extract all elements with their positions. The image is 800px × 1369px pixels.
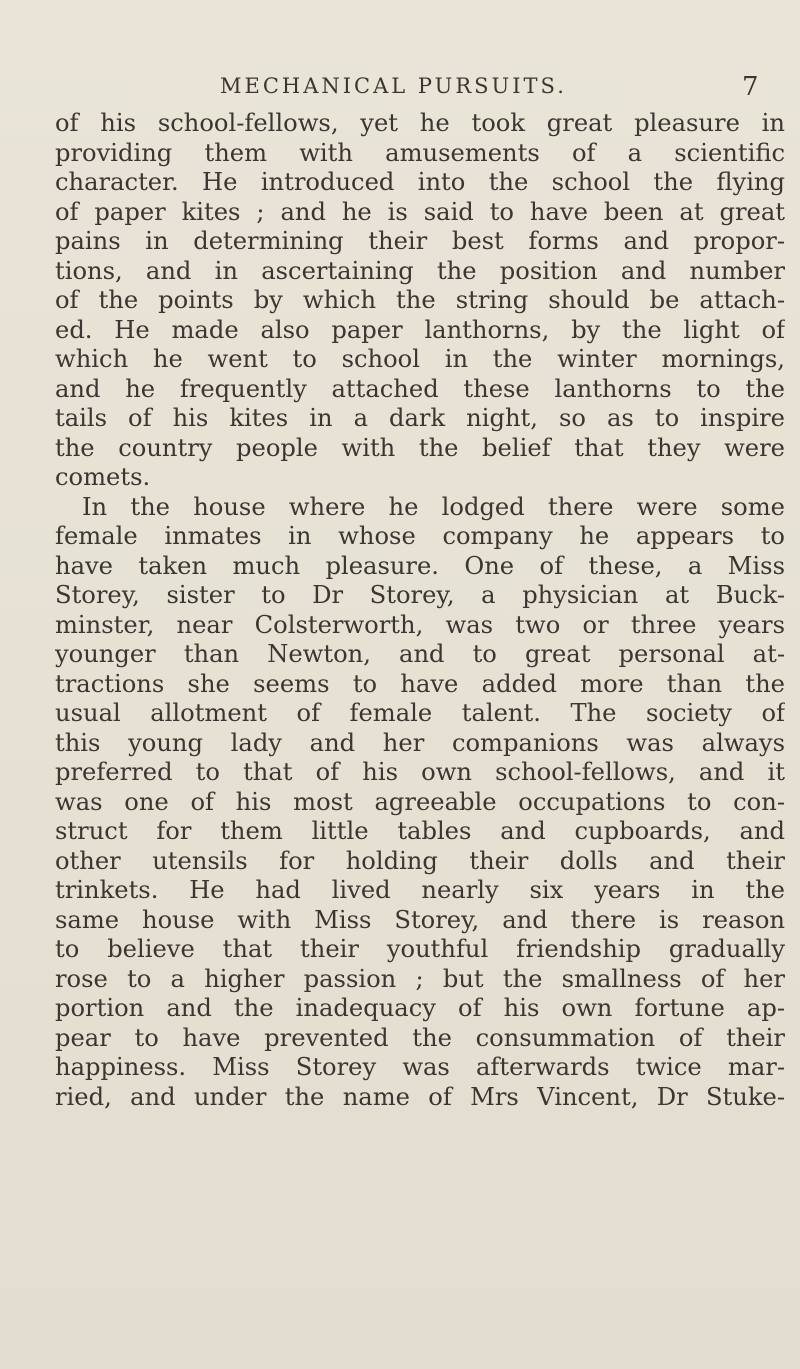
- text-line: of the points by which the string should be attach-: [55, 286, 785, 314]
- text-line: the country people with the belief that they were: [55, 433, 785, 462]
- text-line: of paper kites ; and he is said to have been at great: [55, 197, 785, 226]
- paragraph-start-line: In the house where he lodged there were some: [82, 492, 785, 521]
- text-line: was one of his most agreeable occupations to con-: [55, 787, 785, 816]
- text-line: preferred to that of his own school-fellows, and it: [55, 758, 785, 786]
- running-title: MECHANICAL PURSUITS.: [220, 74, 567, 98]
- text-line: Storey, sister to Dr Storey, a physician at Buck-: [55, 581, 785, 609]
- text-line: tions, and in ascertaining the position and number: [55, 256, 785, 285]
- text-line: minster, near Colsterworth, was two or three years: [55, 610, 785, 639]
- running-head: [0, 74, 800, 114]
- text-line: ed. He made also paper lanthorns, by the light of: [55, 315, 785, 344]
- text-line: other utensils for holding their dolls and their: [55, 846, 785, 875]
- text-line: providing them with amusements of a scientific: [55, 138, 785, 167]
- text-line: happiness. Miss Storey was afterwards twice mar-: [55, 1053, 785, 1081]
- text-line: younger than Newton, and to great personal at-: [55, 640, 785, 668]
- text-line: female inmates in whose company he appears to: [55, 522, 785, 550]
- text-line: which he went to school in the winter mornings,: [55, 345, 785, 373]
- text-line: and he frequently attached these lanthorns to the: [55, 374, 785, 403]
- text-line: character. He introduced into the school the flying: [55, 168, 785, 196]
- text-line: portion and the inadequacy of his own fortune ap-: [55, 994, 785, 1022]
- text-line: to believe that their youthful friendship gradually: [55, 935, 785, 963]
- text-line: pains in determining their best forms and propor-: [55, 227, 785, 255]
- page-number: 7: [742, 72, 759, 102]
- text-line: usual allotment of female talent. The society of: [55, 699, 785, 727]
- text-line: this young lady and her companions was always: [55, 728, 785, 757]
- text-line: struct for them little tables and cupboards, and: [55, 817, 785, 845]
- text-line: trinkets. He had lived nearly six years in the: [55, 876, 785, 904]
- text-line: have taken much pleasure. One of these, a Miss: [55, 551, 785, 580]
- text-line: tractions she seems to have added more than the: [55, 669, 785, 698]
- text-line: pear to have prevented the consummation of their: [55, 1023, 785, 1052]
- text-line: same house with Miss Storey, and there is reason: [55, 905, 785, 934]
- paragraph-end-line: comets.: [55, 463, 151, 491]
- text-line: tails of his kites in a dark night, so as to inspire: [55, 404, 785, 432]
- text-line: rose to a higher passion ; but the smallness of her: [55, 964, 785, 993]
- body-text: [55, 109, 785, 1112]
- text-line: of his school-fellows, yet he took great pleasure in: [55, 109, 785, 137]
- text-line: ried, and under the name of Mrs Vincent, Dr Stuke-: [55, 1082, 785, 1111]
